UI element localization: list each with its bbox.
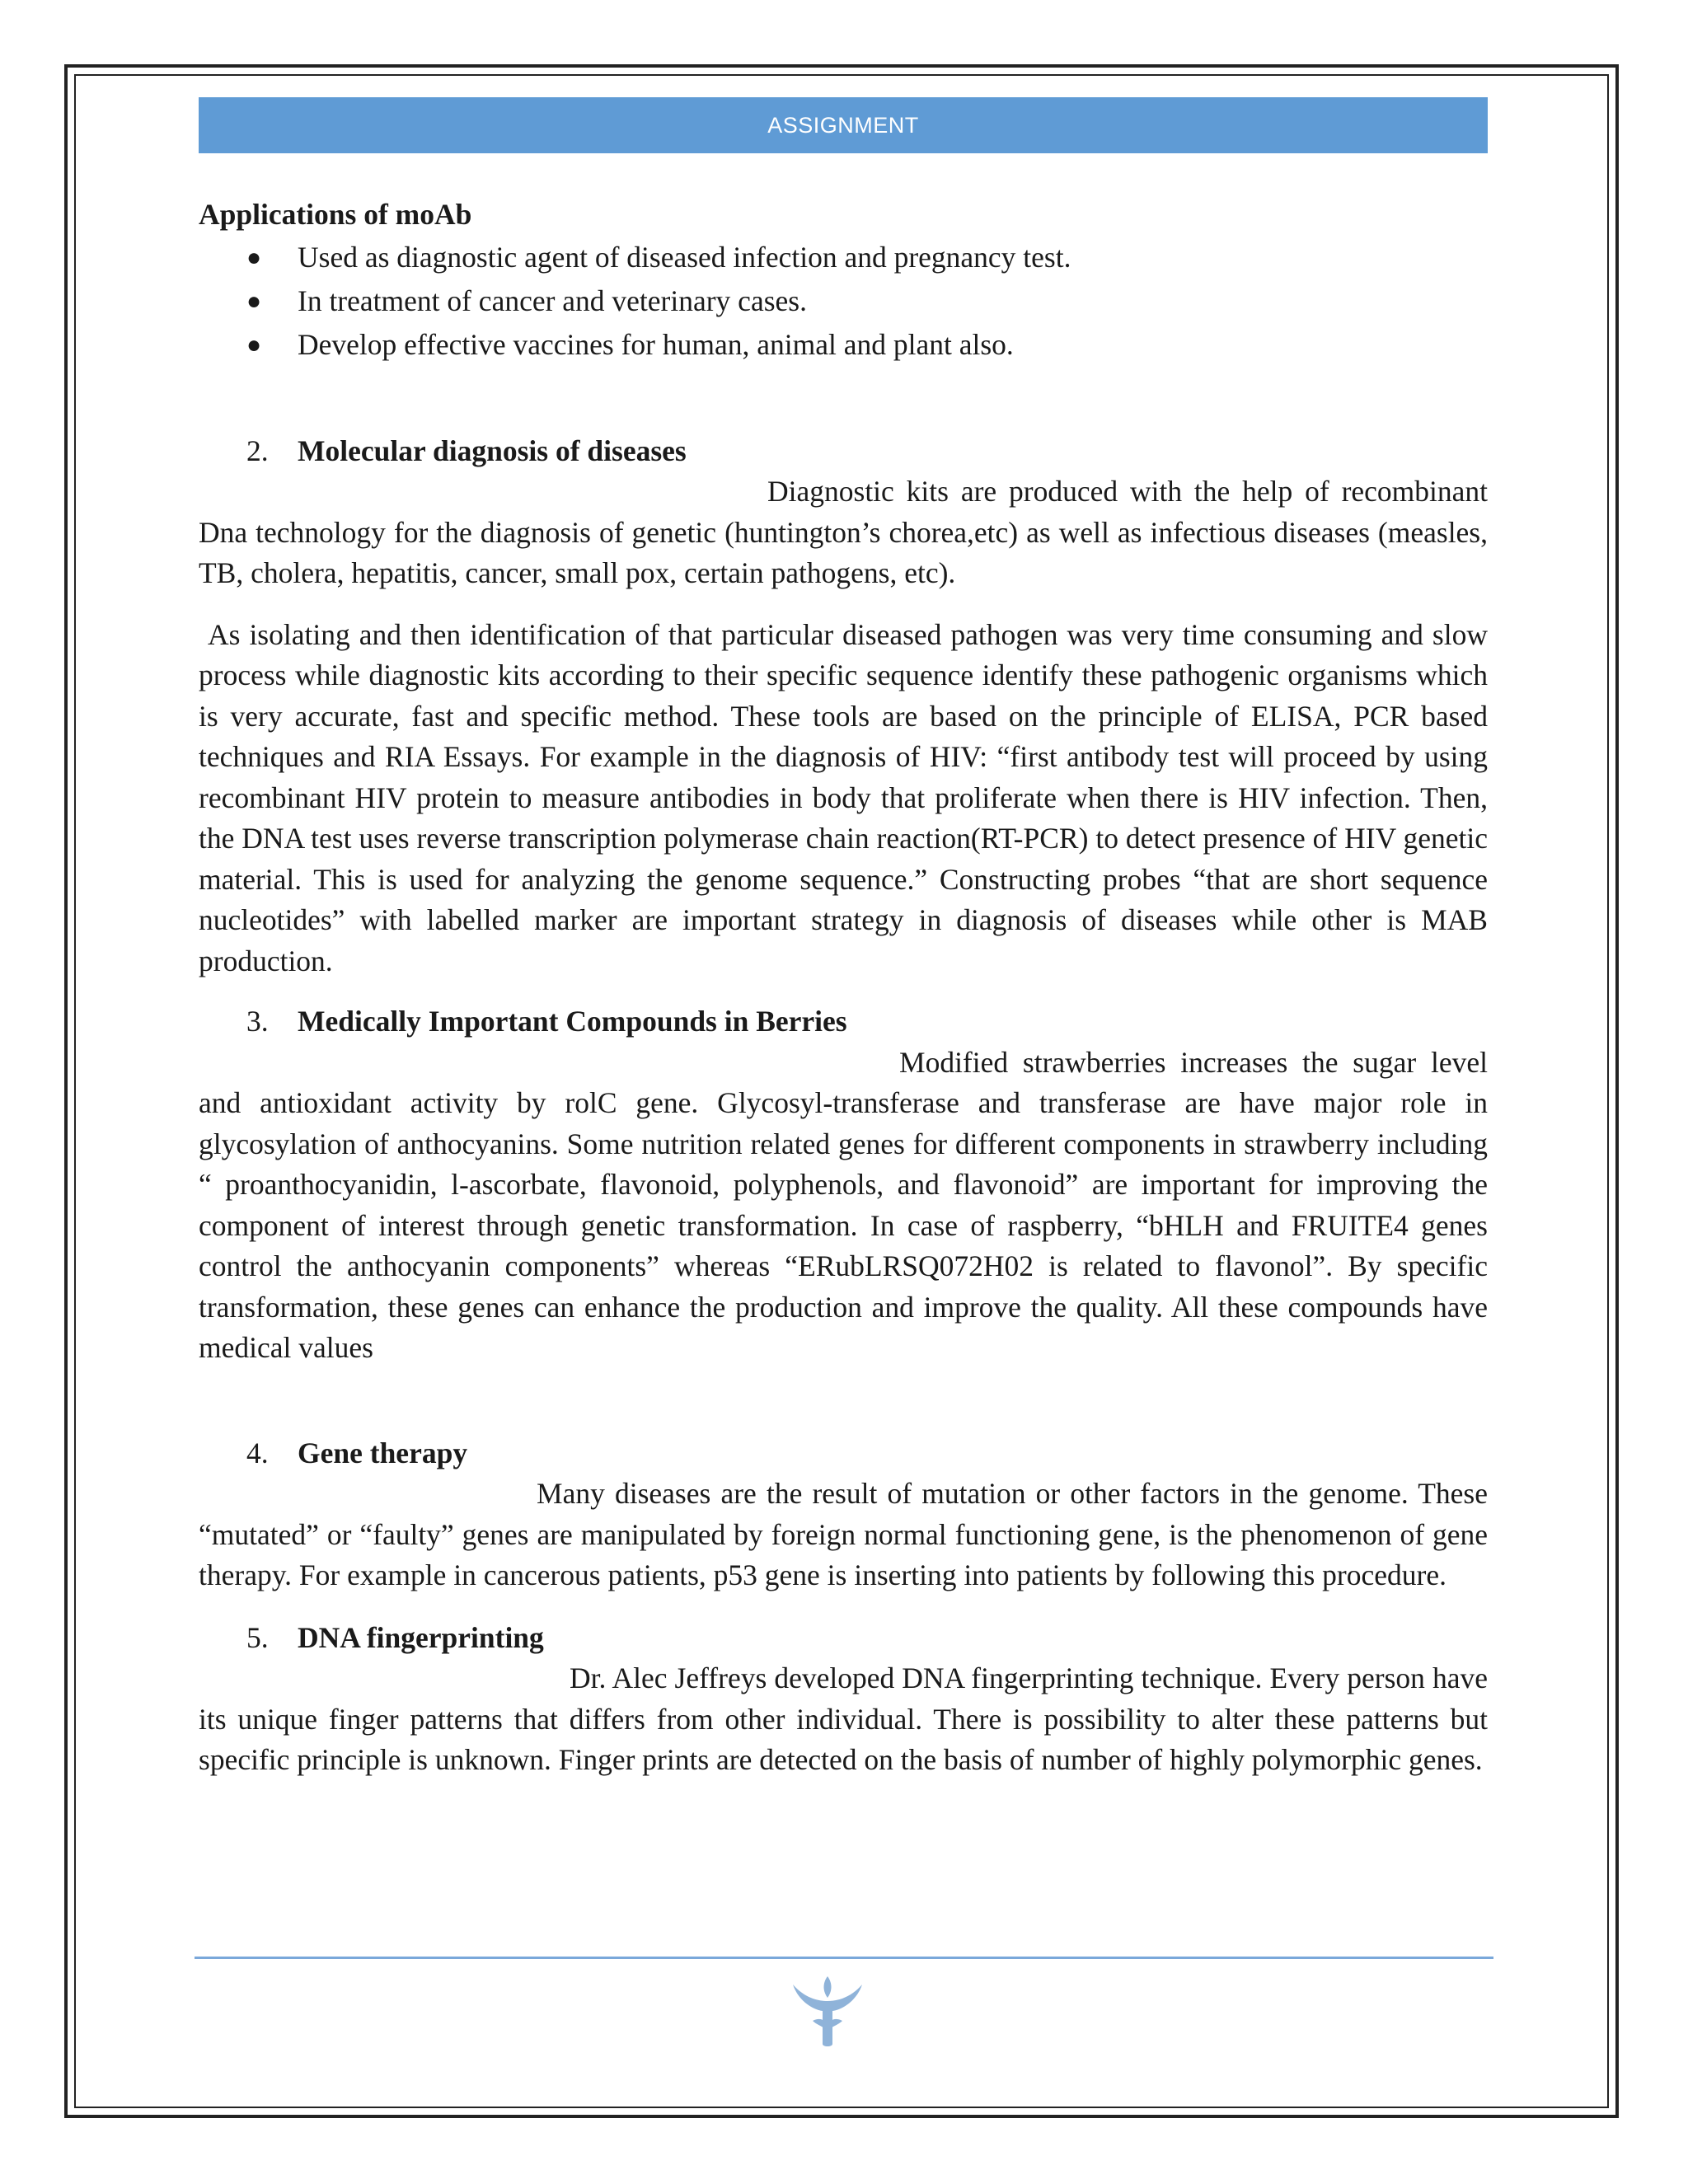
bullet-icon: ●: [246, 330, 262, 359]
section-heading: [199, 1001, 1488, 1043]
section-paragraph: As isolating and then identification of that particular diseased pathogen was very time consuming and slow process while diagnostic kits according to their specific sequence identify these pathogenic organisms which is very accurate, fast and specific method. These tools are based on the principle of ELISA, PCR based techniques and RIA Essays. For example in the diagnosis of HIV: “first antibody test will proceed by using recombinant HIV protein to measure antibodies in body that proliferate when there is HIV infection. Then, the DNA test uses reverse transcription polymerase chain reaction(RT-PCR) to detect presence of HIV genetic material. This is used for analyzing the genome sequence.” Constructing probes “that are short sequence nucleotides” with labelled marker are important strategy in diagnosis of diseases while other is MAB production.: [199, 617, 1488, 977]
trident-ornament-icon: [790, 1976, 865, 2049]
section-heading: [199, 1433, 1488, 1474]
section-number: 2.: [246, 434, 269, 467]
header-title: ASSIGNMENT: [767, 112, 919, 138]
section-title: Molecular diagnosis of diseases: [298, 434, 687, 467]
bullet-icon: ●: [246, 243, 262, 271]
applications-title: Applications of moAb: [199, 198, 472, 231]
document-content: [199, 194, 1488, 1781]
section-heading: [199, 1618, 1488, 1659]
bullet-icon: ●: [246, 287, 262, 315]
section-number: 5.: [246, 1620, 269, 1654]
section-title: Gene therapy: [298, 1436, 468, 1469]
section-title: Medically Important Compounds in Berries: [298, 1005, 847, 1038]
section-number: 3.: [246, 1005, 269, 1038]
footer-divider: [195, 1957, 1493, 1959]
section-paragraph: Many diseases are the result of mutation or other factors in the genome. These “mutated” or “faulty” genes are manipulated by foreign normal functioning gene, is the phenomenon of gene therapy. For example in cancerous patients, p53 gene is inserting into patients by following this procedure.: [199, 1477, 1488, 1591]
list-item: ● Used as diagnostic agent of diseased infection and pregnancy test.: [199, 236, 1488, 279]
section-title: DNA fingerprinting: [298, 1620, 544, 1654]
section-paragraph: Dr. Alec Jeffreys developed DNA fingerprinting technique. Every person have its unique finger patterns that differs from other individual. There is possibility to alter these patterns but specific principle is unknown. Finger prints are detected on the basis of number of highly polymorphic genes.: [199, 1661, 1488, 1776]
section-paragraph: Diagnostic kits are produced with the help of recombinant Dna technology for the diagnosis of genetic (huntington’s chorea,etc) as well as infectious diseases (measles, TB, cholera, hepatitis, cancer, small pox, certain pathogens, etc).: [199, 475, 1488, 589]
applications-list: [199, 236, 1488, 367]
section-number: 4.: [246, 1436, 269, 1469]
section-paragraph: Modified strawberries increases the sugar level and antioxidant activity by rolC gene. Glycosyl-transferase and transferase are have major role in glycosylation of anthocyanins. Some nutrition related genes for different components in strawberry including “ proanthocyanidin, l-ascorbate, flavonoid, polyphenols, and flavonoid” are important for improving the component of interest through genetic transformation. In case of raspberry, “bHLH and FRUITE4 genes control the anthocyanin components” whereas “ERubLRSQ072H02 is related to flavonol”. By specific transformation, these genes can enhance the production and improve the quality. All these compounds have medical values: [199, 1045, 1488, 1364]
header-bar: [199, 97, 1488, 153]
list-item: ● Develop effective vaccines for human, animal and plant also.: [199, 323, 1488, 367]
section-heading: [199, 431, 1488, 472]
list-item: ● In treatment of cancer and veterinary cases.: [199, 279, 1488, 323]
